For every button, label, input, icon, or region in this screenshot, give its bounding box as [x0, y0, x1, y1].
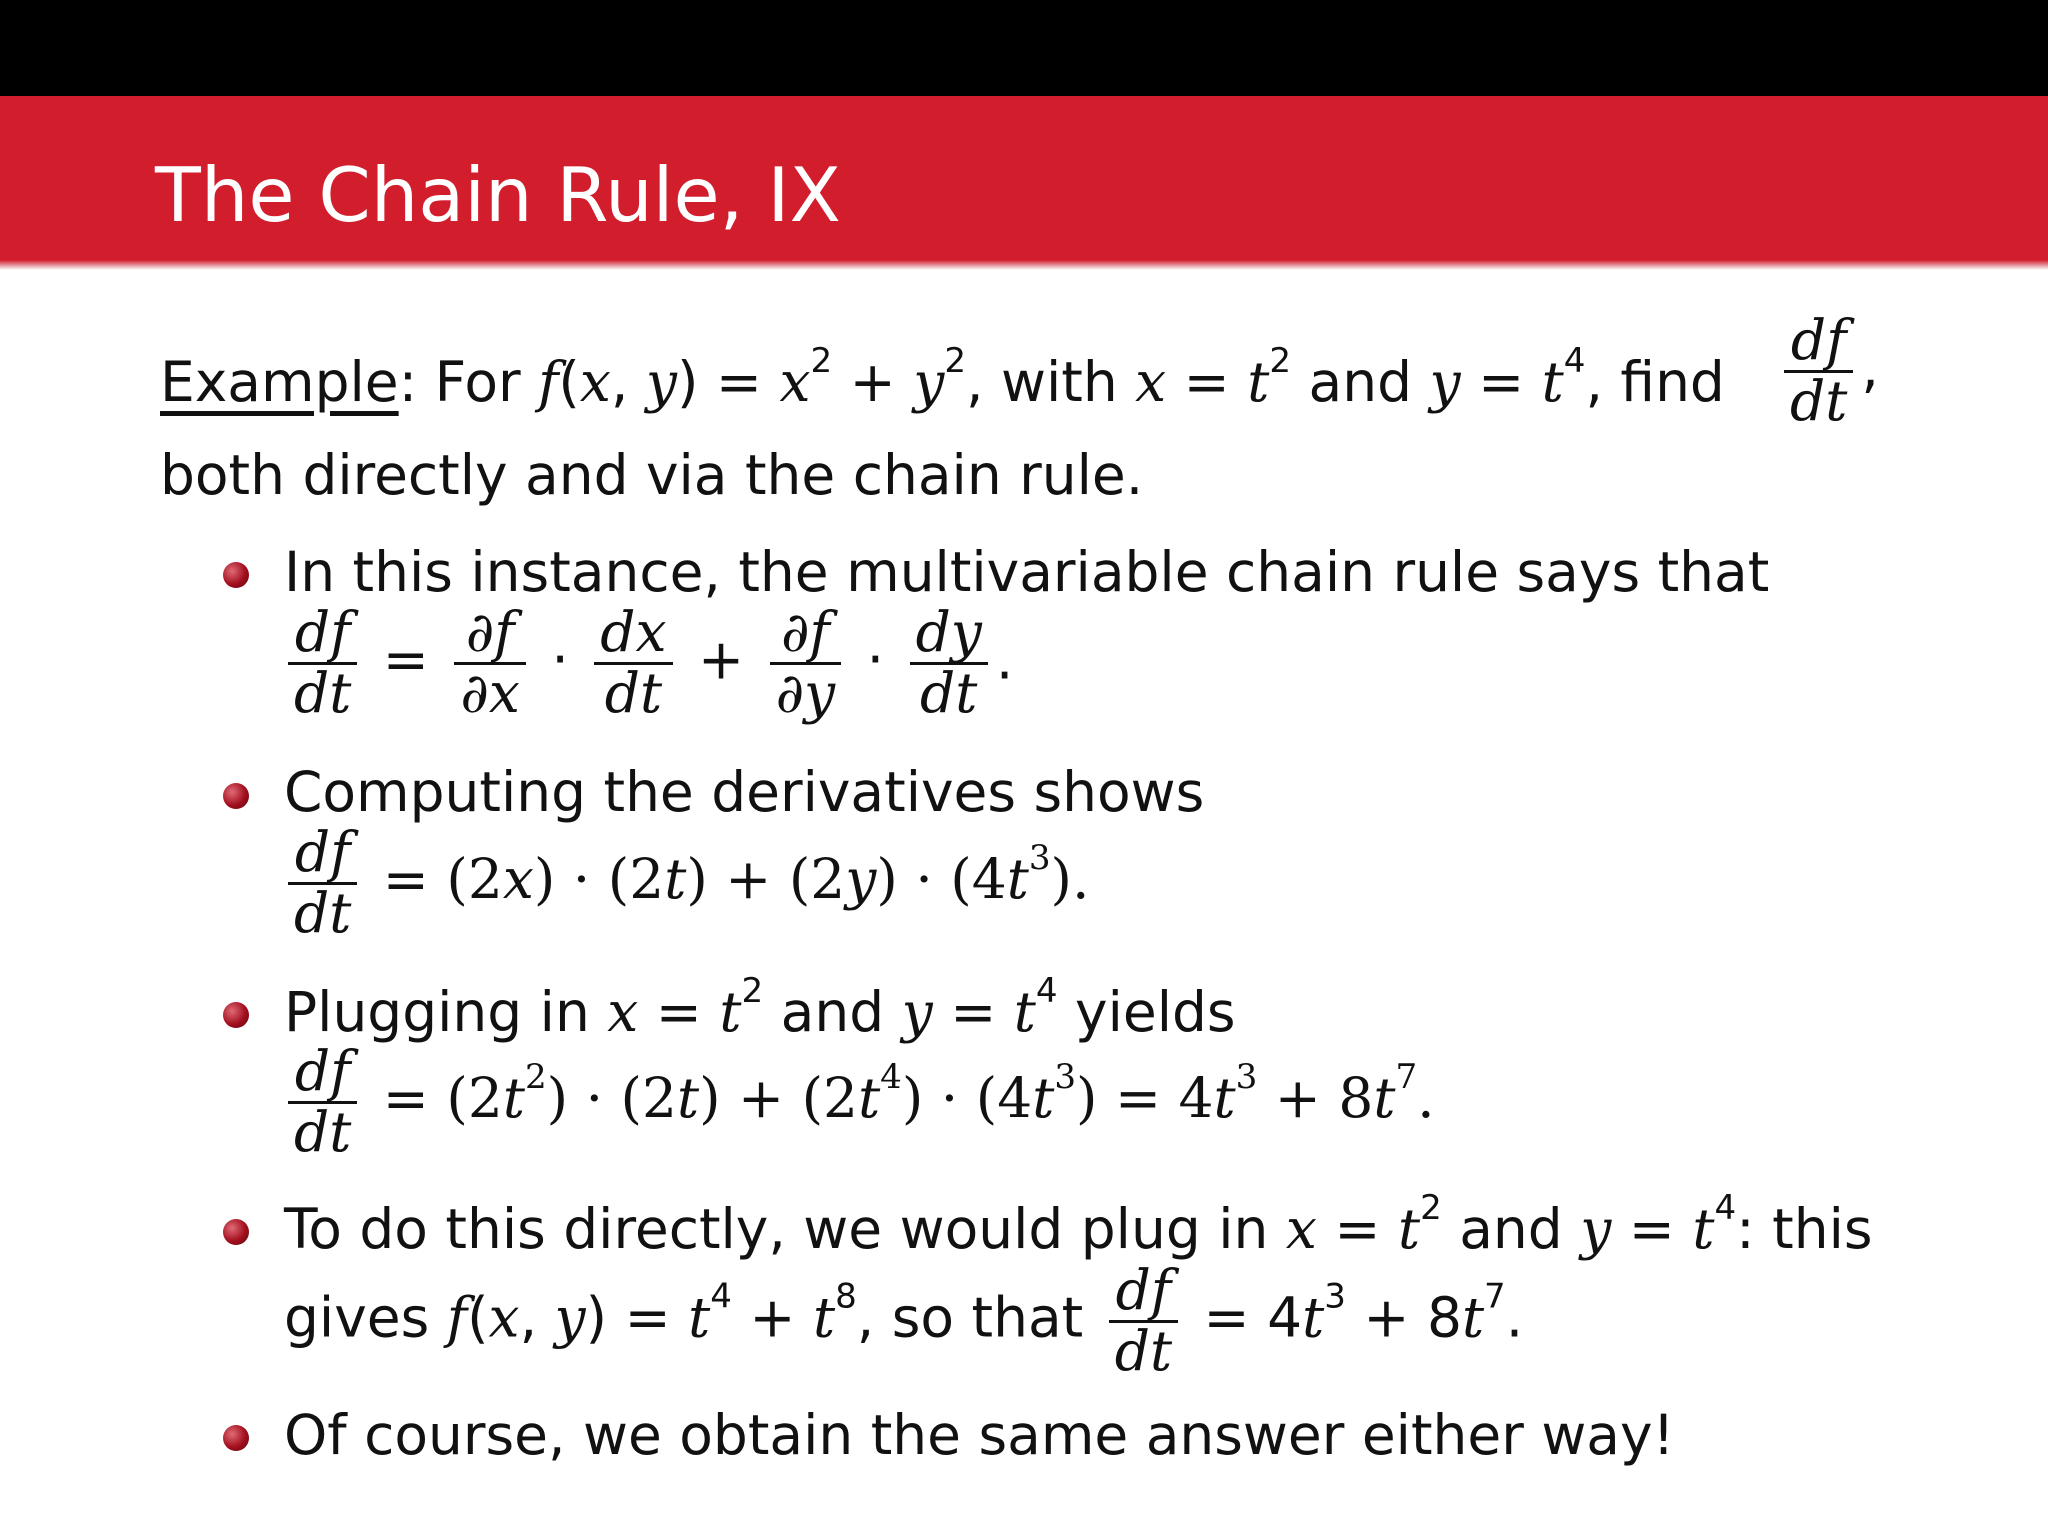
example-line-2: both directly and via the chain rule.: [160, 443, 1144, 507]
chain-rule-equation: $\frac{df}{dt}$ = $\frac{\partial f}{\partial x}$ · $\frac{dx}{dt}$ + $\frac{\partial f}{\partial y}$ · $\frac{dy}{dt}$ .: [280, 604, 1013, 723]
bullet-icon: [223, 1425, 249, 1451]
bullet-4-text: To do this directly, we would plug in $x = t^2$ and $y = t^4$: this: [284, 1188, 1873, 1261]
bullet-5-text: Of course, we obtain the same answer either way!: [284, 1403, 1675, 1467]
bullet-icon: [223, 1002, 249, 1028]
bullet-3-text: Plugging in $x = t^2$ and $y = t^4$ yields: [284, 971, 1236, 1044]
example-label: Example: [160, 350, 399, 414]
bullet-icon: [223, 562, 249, 588]
bullet-icon: [223, 783, 249, 809]
bullet-2-text: Computing the derivatives shows: [284, 760, 1205, 824]
substitution-equation: $\frac{df}{dt}$ = $(2t^2) \cdot (2t) + (2t^4) \cdot (4t^3) = 4t^3 + 8t^7$.: [280, 1043, 1435, 1162]
example-line-1: Example: For f(x, $y) = x^2 + y^2$, with $x = t^2$ and $y = t^4$, find: [160, 341, 1725, 414]
slide-title: The Chain Rule, IX: [155, 151, 841, 239]
example-fraction: $\frac{df}{dt}$ ,: [1776, 312, 1879, 431]
derivatives-equation: $\frac{df}{dt}$ = $(2x) \cdot (2t) + (2y) \cdot (4t^3)$.: [280, 824, 1089, 943]
bullet-icon: [223, 1219, 249, 1245]
bullet-1-text: In this instance, the multivariable chain rule says that: [284, 540, 1770, 604]
top-black-bar: [0, 0, 2048, 96]
direct-computation: gives f(x, $y) = t^4 + t^8$, so that $\frac{df}{dt}$ = $4t^3 + 8t^7$.: [284, 1258, 1524, 1383]
